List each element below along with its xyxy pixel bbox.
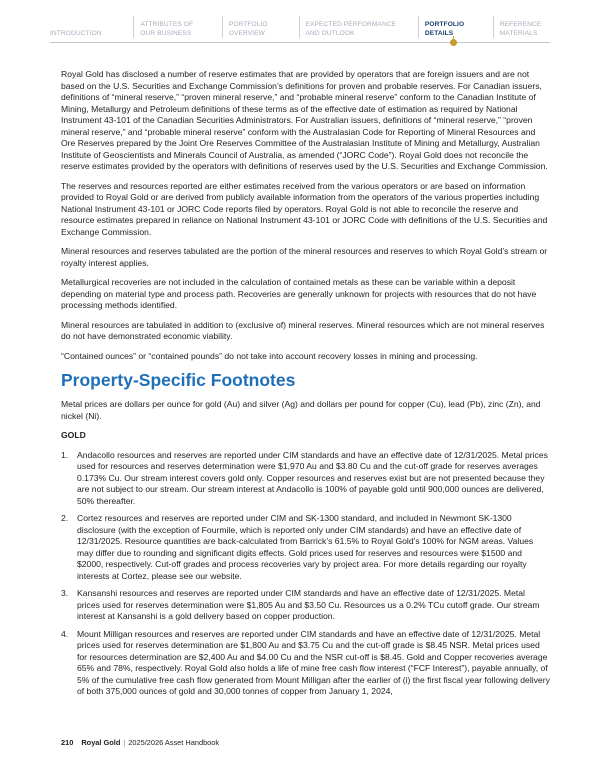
page-number: 210 bbox=[61, 738, 74, 747]
footnote-number: 3. bbox=[61, 588, 69, 598]
paragraph: Mineral resources are tabulated in addition to (exclusive of) mineral reserves. Mineral resources which are not mineral reserves do not have demonstrated economic viability. bbox=[61, 319, 545, 341]
footnote-number: 2. bbox=[61, 513, 69, 523]
nav-divider bbox=[222, 16, 223, 38]
nav-line2: MATERIALS bbox=[499, 29, 538, 37]
nav-divider bbox=[299, 16, 300, 38]
section-title: Property-Specific Footnotes bbox=[61, 370, 296, 390]
nav-divider bbox=[418, 16, 419, 38]
footnote-number: 1. bbox=[61, 449, 69, 460]
nav-reference-materials[interactable] bbox=[500, 14, 550, 38]
nav-introduction[interactable] bbox=[50, 14, 127, 38]
nav-divider bbox=[493, 16, 494, 38]
nav-divider bbox=[133, 16, 134, 38]
footnote-item bbox=[61, 513, 550, 582]
active-indicator-dot bbox=[450, 39, 457, 46]
section-nav bbox=[50, 14, 550, 38]
subheading: GOLD bbox=[61, 430, 86, 440]
paragraph: “Contained ounces” or “contained pounds” do not take into account recovery losses in mining and processing. bbox=[61, 350, 478, 361]
footnote-item bbox=[61, 450, 550, 508]
footnote-text: Andacollo resources and reserves are reported under CIM standards and have an effective date of 12/31/2025. Metal prices used for resources and reserves determination were $1,970 Au and $3.80 Cu and the cut-off grade for reserves averages 0.173% Cu. Our stream interest covers gold only. Copper resources and reserves exist but are not presented because they are not subject to our stream. Our stream interest at Andacollo is 100% of payable gold until 900,000 ounces are delivered, 50% thereafter. bbox=[77, 449, 548, 506]
nav-line2: OVERVIEW bbox=[228, 29, 265, 37]
page-content bbox=[61, 69, 550, 704]
paragraph: Metallurgical recoveries are not included in the calculation of contained metals as these can be variable within a deposit depending on material type and process path. Recoveries are generally unknown for projects with resources that do not have processing methods identified. bbox=[61, 277, 537, 310]
footnote-item bbox=[61, 588, 550, 623]
nav-line2: AND OUTLOOK bbox=[305, 29, 355, 37]
nav-expected-performance[interactable] bbox=[306, 14, 412, 38]
footnote-list bbox=[61, 450, 550, 698]
page-footer bbox=[61, 738, 219, 747]
nav-line2: INTRODUCTION bbox=[50, 29, 102, 37]
nav-line2: DETAILS bbox=[424, 29, 454, 37]
nav-rule bbox=[50, 42, 550, 43]
nav-portfolio-overview[interactable] bbox=[229, 14, 293, 38]
footnote-text: Kansanshi resources and reserves are reported under CIM standards and have an effective date of 12/31/2025. Metal prices used for reserves determination were $1,805 Au and $3.50 Cu. Resources us a 0.2% TCu cutoff grade. Our stream interest at Kansanshi is a gold delivery based on copper production. bbox=[77, 588, 540, 621]
nav-line1: PORTFOLIO bbox=[228, 21, 268, 29]
paragraph: The reserves and resources reported are either estimates received from the various operators or are based on information provided to Royal Gold or are derived from publicly available information from the operators of the various properties including National Instrument 43-101 or JORC Code reports filed by operators. Royal Gold is not able to reconcile the reserve and resource estimates prepared in reliance on National Instrument 43-101 or JORC Code with definitions of the U.S. Securities and Exchange Commission. bbox=[61, 180, 548, 237]
nav-line1: ATTRIBUTES OF bbox=[140, 21, 194, 29]
footnote-text: Cortez resources and reserves are reported under CIM and SK-1300 standard, and included in Newmont SK-1300 disclosure (with the exception of Fourmile, which is reported only under CIM standards) and have an effective date of 12/31/2025. Resource quantities are back-calculated from Barrick’s 61.5% to Royal Gold’s 100% for NGM areas. Values may differ due to rounding and significant digits effects. Gold prices used for reserves and resources were $1500 and $2000, respectively. Cut-off grades and process recoveries vary by project area. For more details regarding our royalty interests at Cortez, please see our website. bbox=[77, 513, 534, 581]
footnote-item bbox=[61, 629, 550, 698]
footnote-number: 4. bbox=[61, 628, 69, 639]
nav-line1: PORTFOLIO bbox=[424, 21, 465, 29]
nav-line1: REFERENCE bbox=[499, 21, 542, 29]
nav-attributes[interactable] bbox=[140, 14, 215, 38]
nav-line1: EXPECTED PERFORMANCE bbox=[305, 21, 397, 29]
paragraph: Mineral resources and reserves tabulated are the portion of the mineral resources and reserves to which Royal Gold’s stream or royalty interest applies. bbox=[61, 246, 548, 268]
footer-separator: | bbox=[123, 738, 126, 747]
footer-brand: Royal Gold bbox=[81, 738, 121, 747]
footnote-text: Mount Milligan resources and reserves are reported under CIM standards and have an effective date of 12/31/2025. Metal prices used for reserves determination are $1,800 Au and $3.75 Cu and the cut-off grade is $8.45 NSR. Metal prices used for resources determination are $2,400 Au and $4.00 Cu and the NSR cut-off is $8.45. Gold and Copper recoveries average 65% and 78%, respectively. Royal Gold also holds a life of mine free cash flow interest (“FCF Interest”), payable annually, of 5% of the cumulative free cash flow generated from Mount Milligan after the earlier of (i) the first fiscal year following delivery of both 375,000 ounces of gold and 30,000 tonnes of copper from January 1, 2024, bbox=[77, 628, 550, 696]
footer-document-title: 2025/2026 Asset Handbook bbox=[128, 738, 220, 747]
nav-line2: OUR BUSINESS bbox=[140, 29, 192, 37]
intro-paragraph: Metal prices are dollars per ounce for gold (Au) and silver (Ag) and dollars per pound for copper (Cu), lead (Pb), zinc (Zn), and nickel (Ni). bbox=[61, 399, 541, 421]
nav-portfolio-details[interactable] bbox=[425, 14, 487, 38]
paragraph: Royal Gold has disclosed a number of reserve estimates that are provided by operators that are foreign issuers and are not based on the U.S. Securities and Exchange Commission’s definitions for proven and probable reserves. For Canadian issuers, definitions of “mineral reserve,” “proven mineral reserve,” and “probable mineral reserve” conform to the Canadian Institute of Mining, Metallurgy and Petroleum definitions of these terms as of the effective date of estimation as required by National Instrument 43-101 of the Canadian Securities Administrators. For Australian issuers, definitions of “mineral reserve,” “proven mineral reserve,” and “probable mineral reserve” conform with the Australasian Code for Reporting of Mineral Resources and Ore Reserves prepared by the Joint Ore Reserves Committee of the Australasian Institute of Mining and Metallurgy, Australian Institute of Geoscientists and Minerals Council of Australia, as amended (“JORC Code”). Royal Gold does not reconcile the reserve estimates provided by the operators with definitions of reserves used by the U.S. Securities and Exchange Commission. bbox=[61, 69, 548, 171]
